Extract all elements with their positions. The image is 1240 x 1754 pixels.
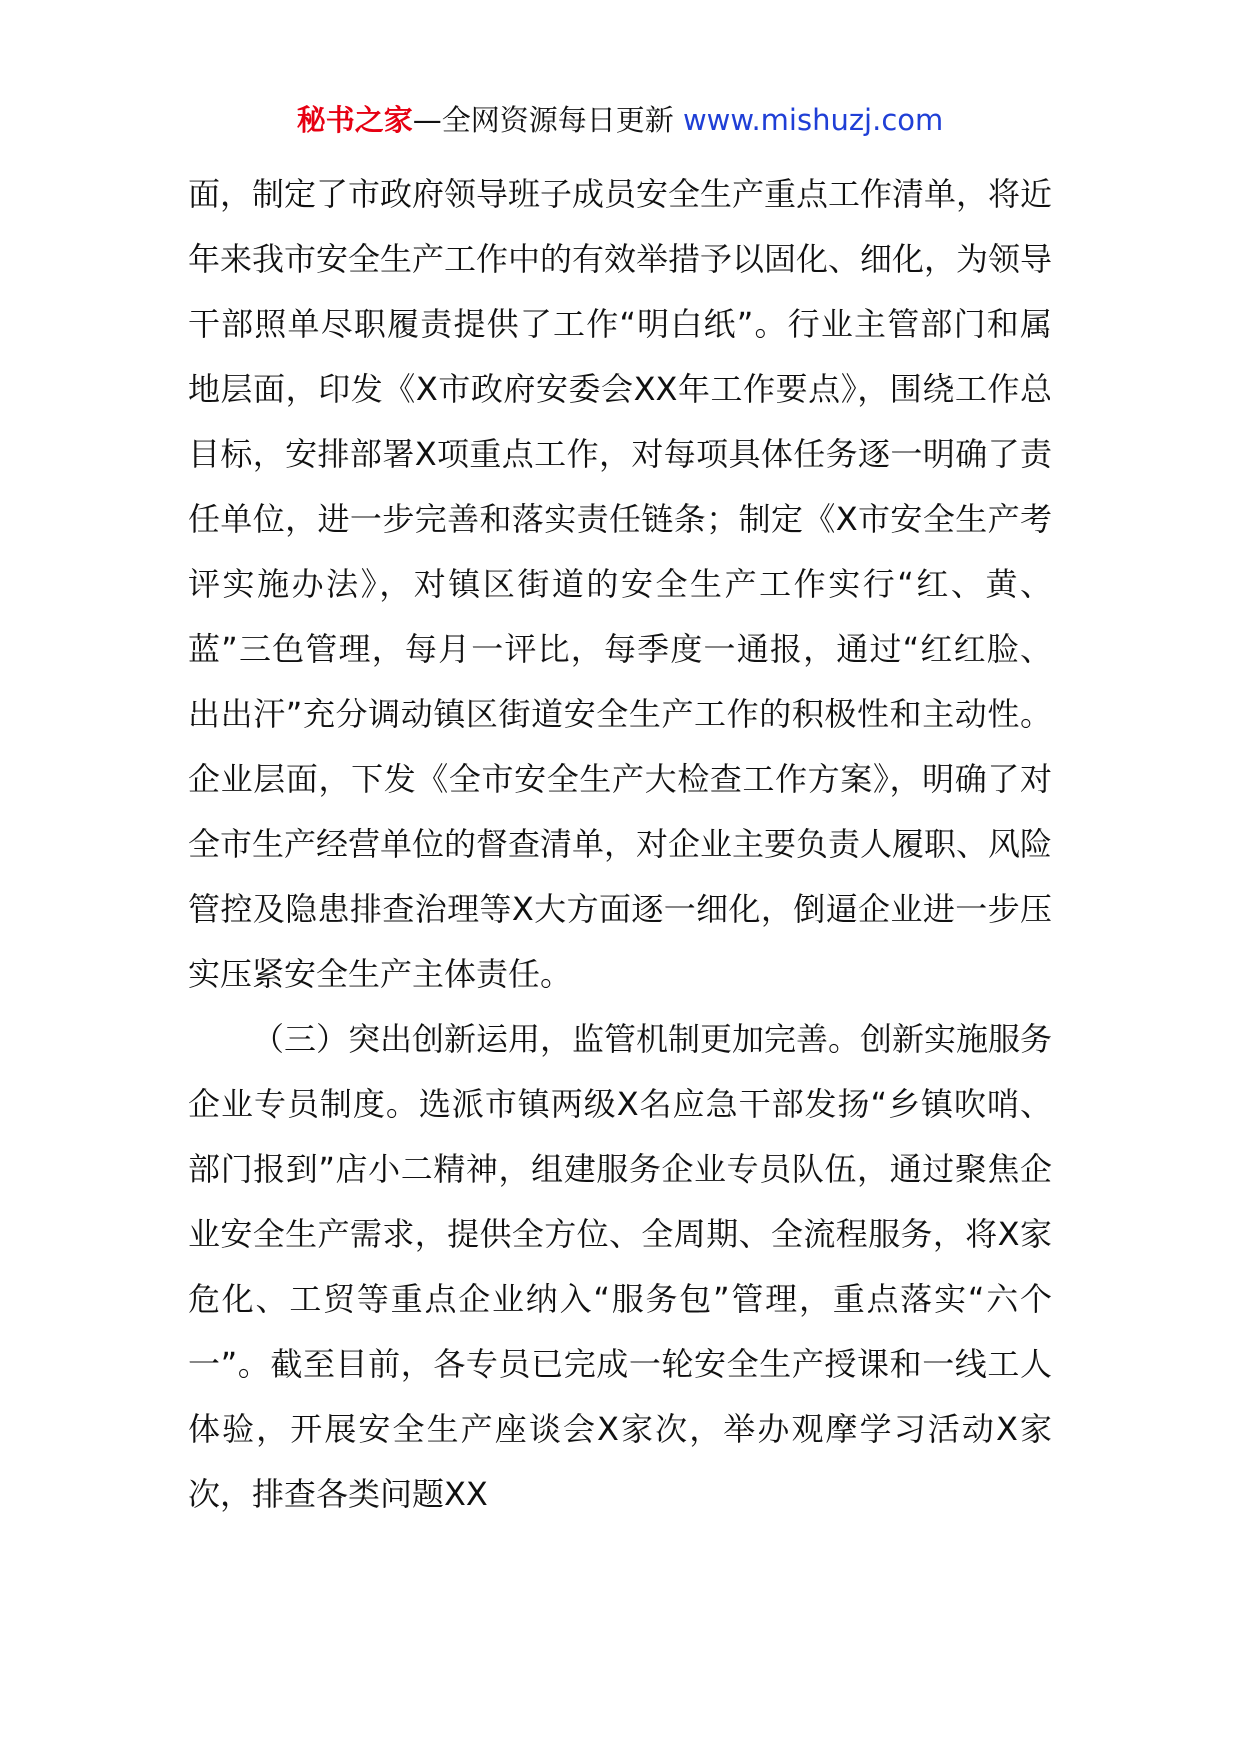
document-body: [188, 162, 1052, 1527]
paragraph-continuation: 面，制定了市政府领导班子成员安全生产重点工作清单，将近年来我市安全生产工作中的有效举措予以固化、细化，为领导干部照单尽职履责提供了工作“明白纸”。行业主管部门和属地层面，印发《X市政府安委会XX年工作要点》，围绕工作总目标，安排部署X项重点工作，对每项具体任务逐一明确了责任单位，进一步完善和落实责任链条；制定《X市安全生产考评实施办法》，对镇区街道的安全生产工作实行“红、黄、蓝”三色管理，每月一评比，每季度一通报，通过“红红脸、出出汗”充分调动镇区街道安全生产工作的积极性和主动性。企业层面，下发《全市安全生产大检查工作方案》，明确了对全市生产经营单位的督查清单，对企业主要负责人履职、风险管控及隐患排查治理等X大方面逐一细化，倒逼企业进一步压实压紧安全生产主体责任。: [188, 175, 1053, 993]
paragraph-section-three: （三）突出创新运用，监管机制更加完善。创新实施服务企业专员制度。选派市镇两级X名应急干部发扬“乡镇吹哨、部门报到”店小二精神，组建服务企业专员队伍，通过聚焦企业安全生产需求，提供全方位、全周期、全流程服务，将X家危化、工贸等重点企业纳入“服务包”管理，重点落实“六个一”。截至目前，各专员已完成一轮安全生产授课和一线工人体验，开展安全生产座谈会X家次，举办观摩学习活动X家次，排查各类问题XX: [188, 1020, 1053, 1513]
header-slogan: —全网资源每日更新: [412, 103, 674, 137]
website-link[interactable]: www.mishuzj.com: [682, 103, 944, 137]
page-header: [0, 100, 1240, 140]
brand-name: 秘书之家: [296, 103, 413, 137]
